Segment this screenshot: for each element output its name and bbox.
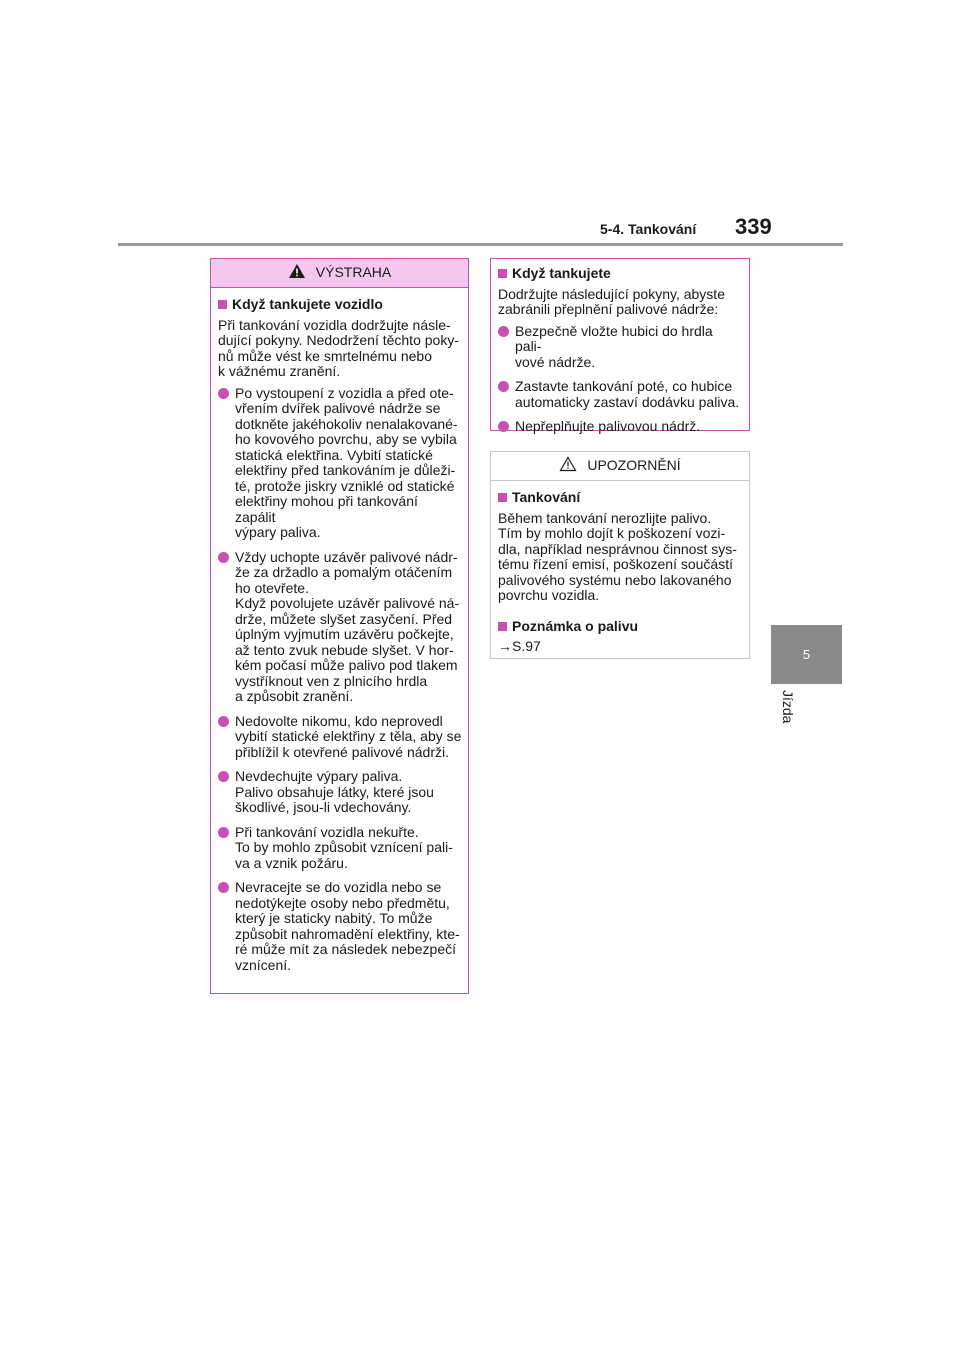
caution-triangle-icon (559, 456, 577, 476)
warning-triangle-icon (288, 263, 306, 283)
round-bullet-icon (218, 388, 229, 399)
list-item: Zastavte tankování poté, co hubice automaticky zastaví dodávku paliva. (498, 379, 743, 410)
continued-intro: Dodržujte následující pokyny, abyste zabránili přeplnění palivové nádrže: (498, 285, 725, 317)
chapter-tab (771, 625, 842, 684)
warning-header (211, 259, 468, 288)
continued-box (490, 258, 750, 434)
list-item: Nevdechujte výpary paliva. Palivo obsahuje látky, které jsou škodlivé, jsou-li vdechovány. (218, 769, 462, 816)
page-reference-link[interactable]: →S.97 (498, 638, 541, 654)
caution-section1-title: Tankování (498, 490, 743, 506)
round-bullet-icon (218, 552, 229, 563)
caution-section2-title: Poznámka o palivu (498, 619, 743, 635)
round-bullet-icon (218, 716, 229, 727)
chapter-title-label: Jízda (780, 690, 796, 724)
round-bullet-icon (218, 827, 229, 838)
warning-bullet-list (218, 386, 462, 974)
list-item: Bezpečně vložte hubici do hrdla pali- vové nádrže. (498, 324, 743, 371)
list-item: Nepřeplňujte palivovou nádrž. (498, 419, 743, 435)
square-bullet-icon (498, 269, 507, 278)
list-item: Nedovolte nikomu, kdo neprovedl vybití statické elektřiny z těla, aby se přiblížil k otevřené palivové nádrži. (218, 714, 462, 761)
continued-section-title: Když tankujete (498, 266, 743, 282)
caution-header (491, 452, 749, 481)
list-item: Po vystoupení z vozidla a před ote- vřením dvířek palivové nádrže se dotkněte jakéhokoliv nenalakované- ho kovového povrchu, aby se vybila statická elektřina. Vybití statické elektřiny před tankováním je důleži- té, protože jiskry vzniklé od statické elektřiny mohou při tankování zapálit výpary paliva. (218, 386, 462, 541)
list-item: Při tankování vozidla nekuřte. To by mohlo způsobit vznícení pali- va a vznik požáru. (218, 825, 462, 872)
continued-bullet-list (498, 324, 743, 435)
warning-title: VÝSTRAHA (315, 264, 392, 281)
square-bullet-icon (498, 493, 507, 502)
chapter-number: 5 (802, 647, 811, 662)
caution-title: UPOZORNĚNÍ (587, 457, 681, 474)
square-bullet-icon (498, 622, 507, 631)
round-bullet-icon (498, 381, 509, 392)
page-number: 339 (735, 214, 772, 239)
section-title: 5-4. Tankování (600, 221, 697, 237)
list-item: Vždy uchopte uzávěr palivové nádr- že za držadlo a pomalým otáčením ho otevřete. Když povolujete uzávěr palivové ná- drže, můžete slyšet zasyčení. Před úplným vyjmutím uzávěru počkejte, až tento zvuk nebude slyšet. V hor- kém počasí může palivo pod tlakem vystříknout ven z plnicího hrdla a způsobit zranění. (218, 550, 462, 705)
caution-box (490, 451, 750, 659)
square-bullet-icon (218, 300, 227, 309)
warning-section-title: Když tankujete vozidlo (218, 297, 462, 313)
list-item: Nevracejte se do vozidla nebo se nedotýkejte osoby nebo předmětu, který je staticky nabitý. To může způsobit nahromadění elektřiny, kte- ré může mít za následek nebezpečí vznícení. (218, 880, 462, 973)
round-bullet-icon (218, 882, 229, 893)
round-bullet-icon (498, 421, 509, 432)
round-bullet-icon (218, 771, 229, 782)
header-divider (118, 243, 843, 246)
caution-section1-text: Během tankování nerozlijte palivo. Tím by mohlo dojít k poškození vozi- dla, například nesprávnou činnost sys- tému řízení emisí, poškození součástí palivového systému nebo lakovaného povrchu vozidla. (498, 509, 737, 603)
round-bullet-icon (498, 326, 509, 337)
warning-intro: Při tankování vozidla dodržujte násle- dující pokyny. Nedodržení těchto poky- nů může vést ke smrtelnému nebo k vážnému zranění. (218, 316, 459, 379)
warning-box (210, 258, 469, 994)
